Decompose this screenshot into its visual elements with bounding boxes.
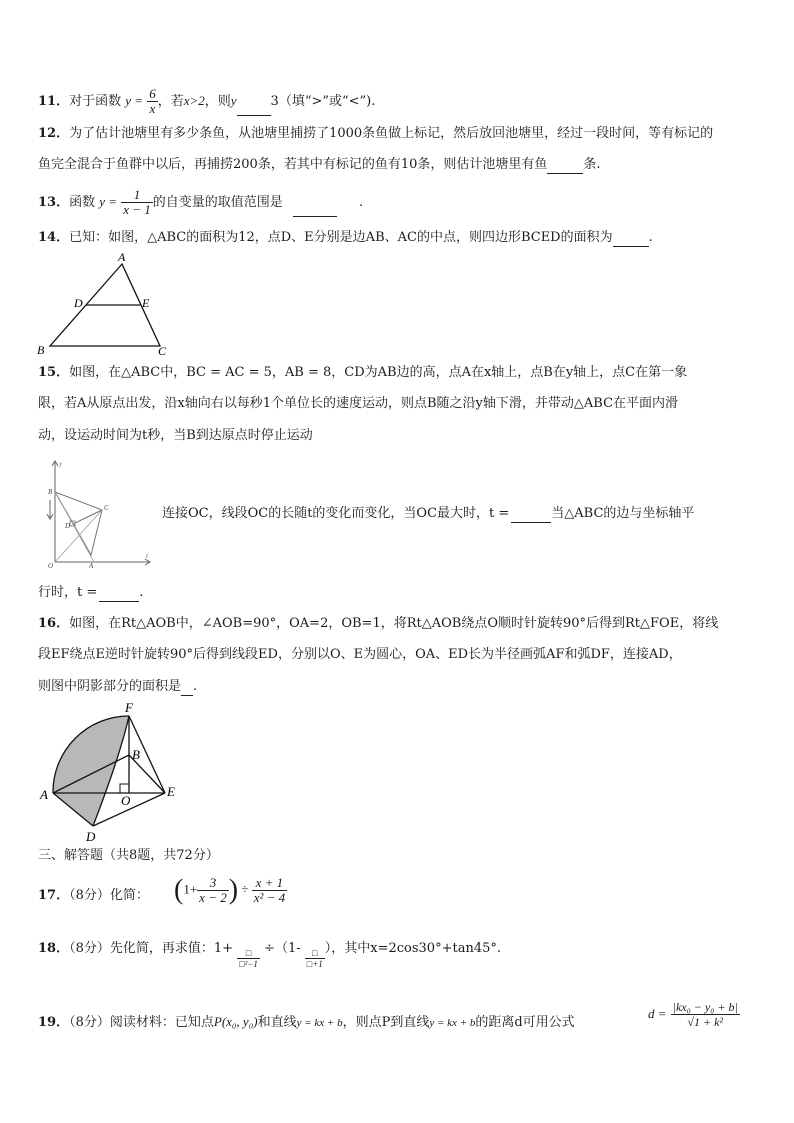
answer-blank: [181, 695, 193, 696]
label-e: E: [142, 296, 150, 310]
fraction-1-over-x-minus-1: $\frac{1}{x - 1}$: [123, 187, 151, 217]
answer-blank: [237, 115, 271, 116]
question-number: 18．: [38, 941, 70, 956]
question-number: 13．: [38, 195, 70, 210]
svg-text:A: A: [89, 562, 94, 570]
question-14: 14．已知：如图，△ABC的面积为12，点D、E分别是边AB、AC的中点，则四边形BCED的面积为 .: [38, 230, 653, 245]
svg-text:E: E: [167, 784, 175, 799]
svg-text:O: O: [48, 562, 54, 570]
svg-text:O: O: [121, 793, 131, 808]
distance-formula: d = $\frac{\text{|kx₀ − y₀ + b|}}{\text{√1 + k²}}$: [648, 1000, 738, 1029]
question-number: 11．: [38, 94, 70, 109]
question-16-line-2: 段EF绕点E逆时针旋转90°后得到线段ED，分别以O、E为圆心，OA、ED长为半径画弧AF和弧DF，连接AD，: [38, 647, 682, 662]
answer-blank: [613, 246, 649, 247]
label-b: B: [37, 343, 45, 357]
svg-text:y: y: [59, 460, 63, 468]
question-16-line-3: 则图中阴影部分的面积是 .: [38, 679, 198, 694]
label-c: C: [158, 344, 167, 358]
label-d: D: [74, 296, 83, 310]
question-12-line-2: 鱼完全混合于鱼群中以后，再捕捞200条，若其中有标记的鱼有10条，则估计池塘里有鱼 条.: [38, 157, 601, 172]
question-number: 19．: [38, 1015, 70, 1030]
question-13: 13．函数 y = $\frac{1}{x - 1}$ 的自变量的取值范围是 .: [38, 187, 364, 217]
section-3-title: 三、解答题（共8题，共72分）: [38, 848, 219, 863]
svg-text:F: F: [125, 700, 133, 715]
question-15-line-2: 限，若A从原点出发，沿x轴向右以每秒1个单位长的速度运动，则点B随之沿y轴下滑，并带动△ABC在平面内滑: [38, 396, 679, 411]
question-11: 11．对于函数 y = $\frac{6}{x}$ ，若x>2，则y 3（填“>”或“<”).: [38, 86, 376, 116]
question-19: 19．（8分）阅读材料：已知点P(x₀, y₀)和直线y = kx + b，则点P到直线y = kx + b的距离d可用公式: [38, 1014, 575, 1030]
question-number: 15．: [38, 365, 70, 380]
rotation-shaded-figure: [36, 698, 186, 846]
answer-blank: [293, 216, 337, 217]
function-lhs: y =: [125, 93, 144, 108]
triangle-bca: [55, 492, 102, 555]
height-cd: [73, 510, 102, 524]
question-15-line-5: 行时，t = .: [38, 585, 144, 600]
fraction-6-over-x: $\frac{6}{x}$: [149, 86, 156, 116]
question-16-line-1: 16．如图，在Rt△AOB中，∠AOB=90°，OA=2，OB=1，将Rt△AOB绕点O顺时针旋转90°后得到Rt△FOE，将线: [38, 616, 719, 631]
question-15-line-3: 动，设运动时间为t秒，当B到达原点时停止运动: [38, 428, 313, 443]
svg-text:D: D: [86, 829, 96, 844]
question-12-line-1: 12．为了估计池塘里有多少条鱼，从池塘里捕捞了1000条鱼做上标记，然后放回池塘里，经过一段时间，等有标记的: [38, 126, 714, 141]
q17-expression: (1+ $\frac{3}{x - 2}$ ) ÷ $\frac{x + 1}{\text{x² − 4}}$: [174, 874, 286, 906]
shaded-region: [53, 716, 129, 826]
right-angle-mark: [120, 784, 129, 793]
triangle-figure: [34, 250, 184, 358]
svg-text:t: t: [146, 552, 148, 560]
question-number: 17．: [38, 888, 70, 903]
svg-text:A: A: [40, 787, 48, 802]
svg-text:D: D: [65, 522, 71, 530]
svg-text:B: B: [132, 747, 140, 762]
svg-text:C: C: [104, 504, 109, 512]
question-number: 14．: [38, 230, 70, 245]
question-number: 12．: [38, 126, 70, 141]
svg-text:B: B: [48, 488, 53, 496]
question-18: 18．（8分）先化简，再求值：1+ $\frac{□}{\text{□²−1}}$ ÷（1- $\frac{□}{□+1}$ ），其中x=2cos30°+tan45°.: [38, 941, 501, 969]
label-a: A: [118, 250, 126, 264]
segment-oc: [55, 510, 102, 562]
sliding-triangle-figure: [42, 458, 154, 570]
answer-blank: [511, 522, 551, 523]
question-number: 16．: [38, 616, 70, 631]
question-15-line-4: 连接OC，线段OC的长随t的变化而变化，当OC最大时，t = 当△ABC的边与坐标轴平: [162, 506, 695, 521]
answer-blank: [547, 173, 583, 174]
question-17: 17．（8分）化简：: [38, 888, 149, 903]
answer-blank: [99, 601, 139, 602]
question-15-line-1: 15．如图，在△ABC中，BC = AC = 5，AB = 8，CD为AB边的高，点A在x轴上，点B在y轴上，点C在第一象: [38, 365, 688, 380]
